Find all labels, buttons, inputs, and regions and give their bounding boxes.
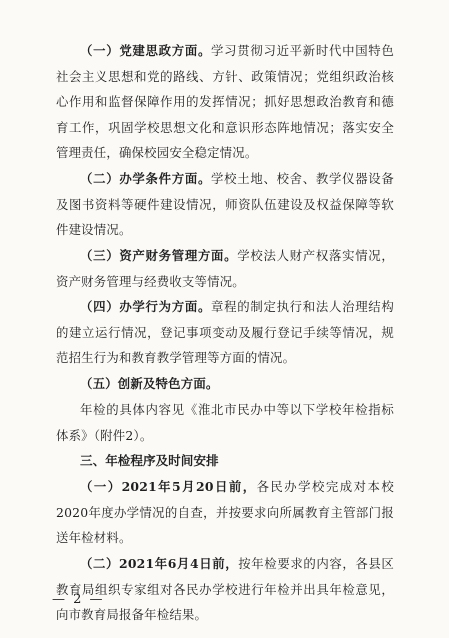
step-lead: （一）2021年5月20日前， (80, 479, 257, 494)
paragraph-party-building (56, 38, 394, 166)
paragraph-step-1 (56, 474, 394, 551)
paragraph-body: 学习贯彻习近平新时代中国特色社会主义思想和党的路线、方针、政策情况；党组织政治核心作用和监督保障作用的发挥情况；抓好思想政治教育和德育工作，巩固学校思想文化和意识形态阵地情况；落实安全管理责任，确保校园安全稳定情况。 (56, 43, 394, 161)
page-number: — 2 — (52, 592, 105, 607)
step-body: 各民办学校完成对本校2020年度办学情况的自查，并按要求向所属教育主管部门报送年检材料。 (56, 479, 394, 546)
paragraph-body: 学校法人财产权落实情况，资产财务管理与经费收支等情况。 (56, 248, 395, 289)
paragraph-conditions (56, 166, 394, 243)
paragraph-lead: （一）党建思政方面。 (80, 43, 212, 58)
paragraph-lead: （五）创新及特色方面。 (80, 376, 219, 391)
paragraph-body: 章程的制定执行和法人治理结构的建立运行情况，登记事项变动及履行登记手续等情况，规范招生行为和教育教学管理等方面的情况。 (56, 299, 394, 366)
paragraph-step-2 (56, 551, 394, 628)
paragraph-lead: （三）资产财务管理方面。 (80, 248, 238, 263)
step-lead: （二）2021年6月4日前， (80, 556, 239, 571)
paragraph-lead: （四）办学行为方面。 (80, 299, 212, 314)
paragraph-finance (56, 243, 394, 294)
paragraph-body: 年检的具体内容见《淮北市民办中等以下学校年检指标体系》（附件2）。 (56, 402, 394, 443)
paragraph-conduct (56, 294, 394, 371)
paragraph-lead: （二）办学条件方面。 (80, 171, 212, 186)
paragraph-innovation (56, 371, 394, 397)
paragraph-body: 学校土地、校舍、教学仪器设备及图书资料等硬件建设情况，师资队伍建设及权益保障等软件建设情况。 (56, 171, 394, 238)
step-body: 按年检要求的内容，各县区教育局组织专家组对各民办学校进行年检并出具年检意见，向市教育局报备年检结果。 (56, 556, 394, 623)
paragraph-reference (56, 397, 394, 448)
section-heading: 三、年检程序及时间安排 (80, 453, 219, 468)
